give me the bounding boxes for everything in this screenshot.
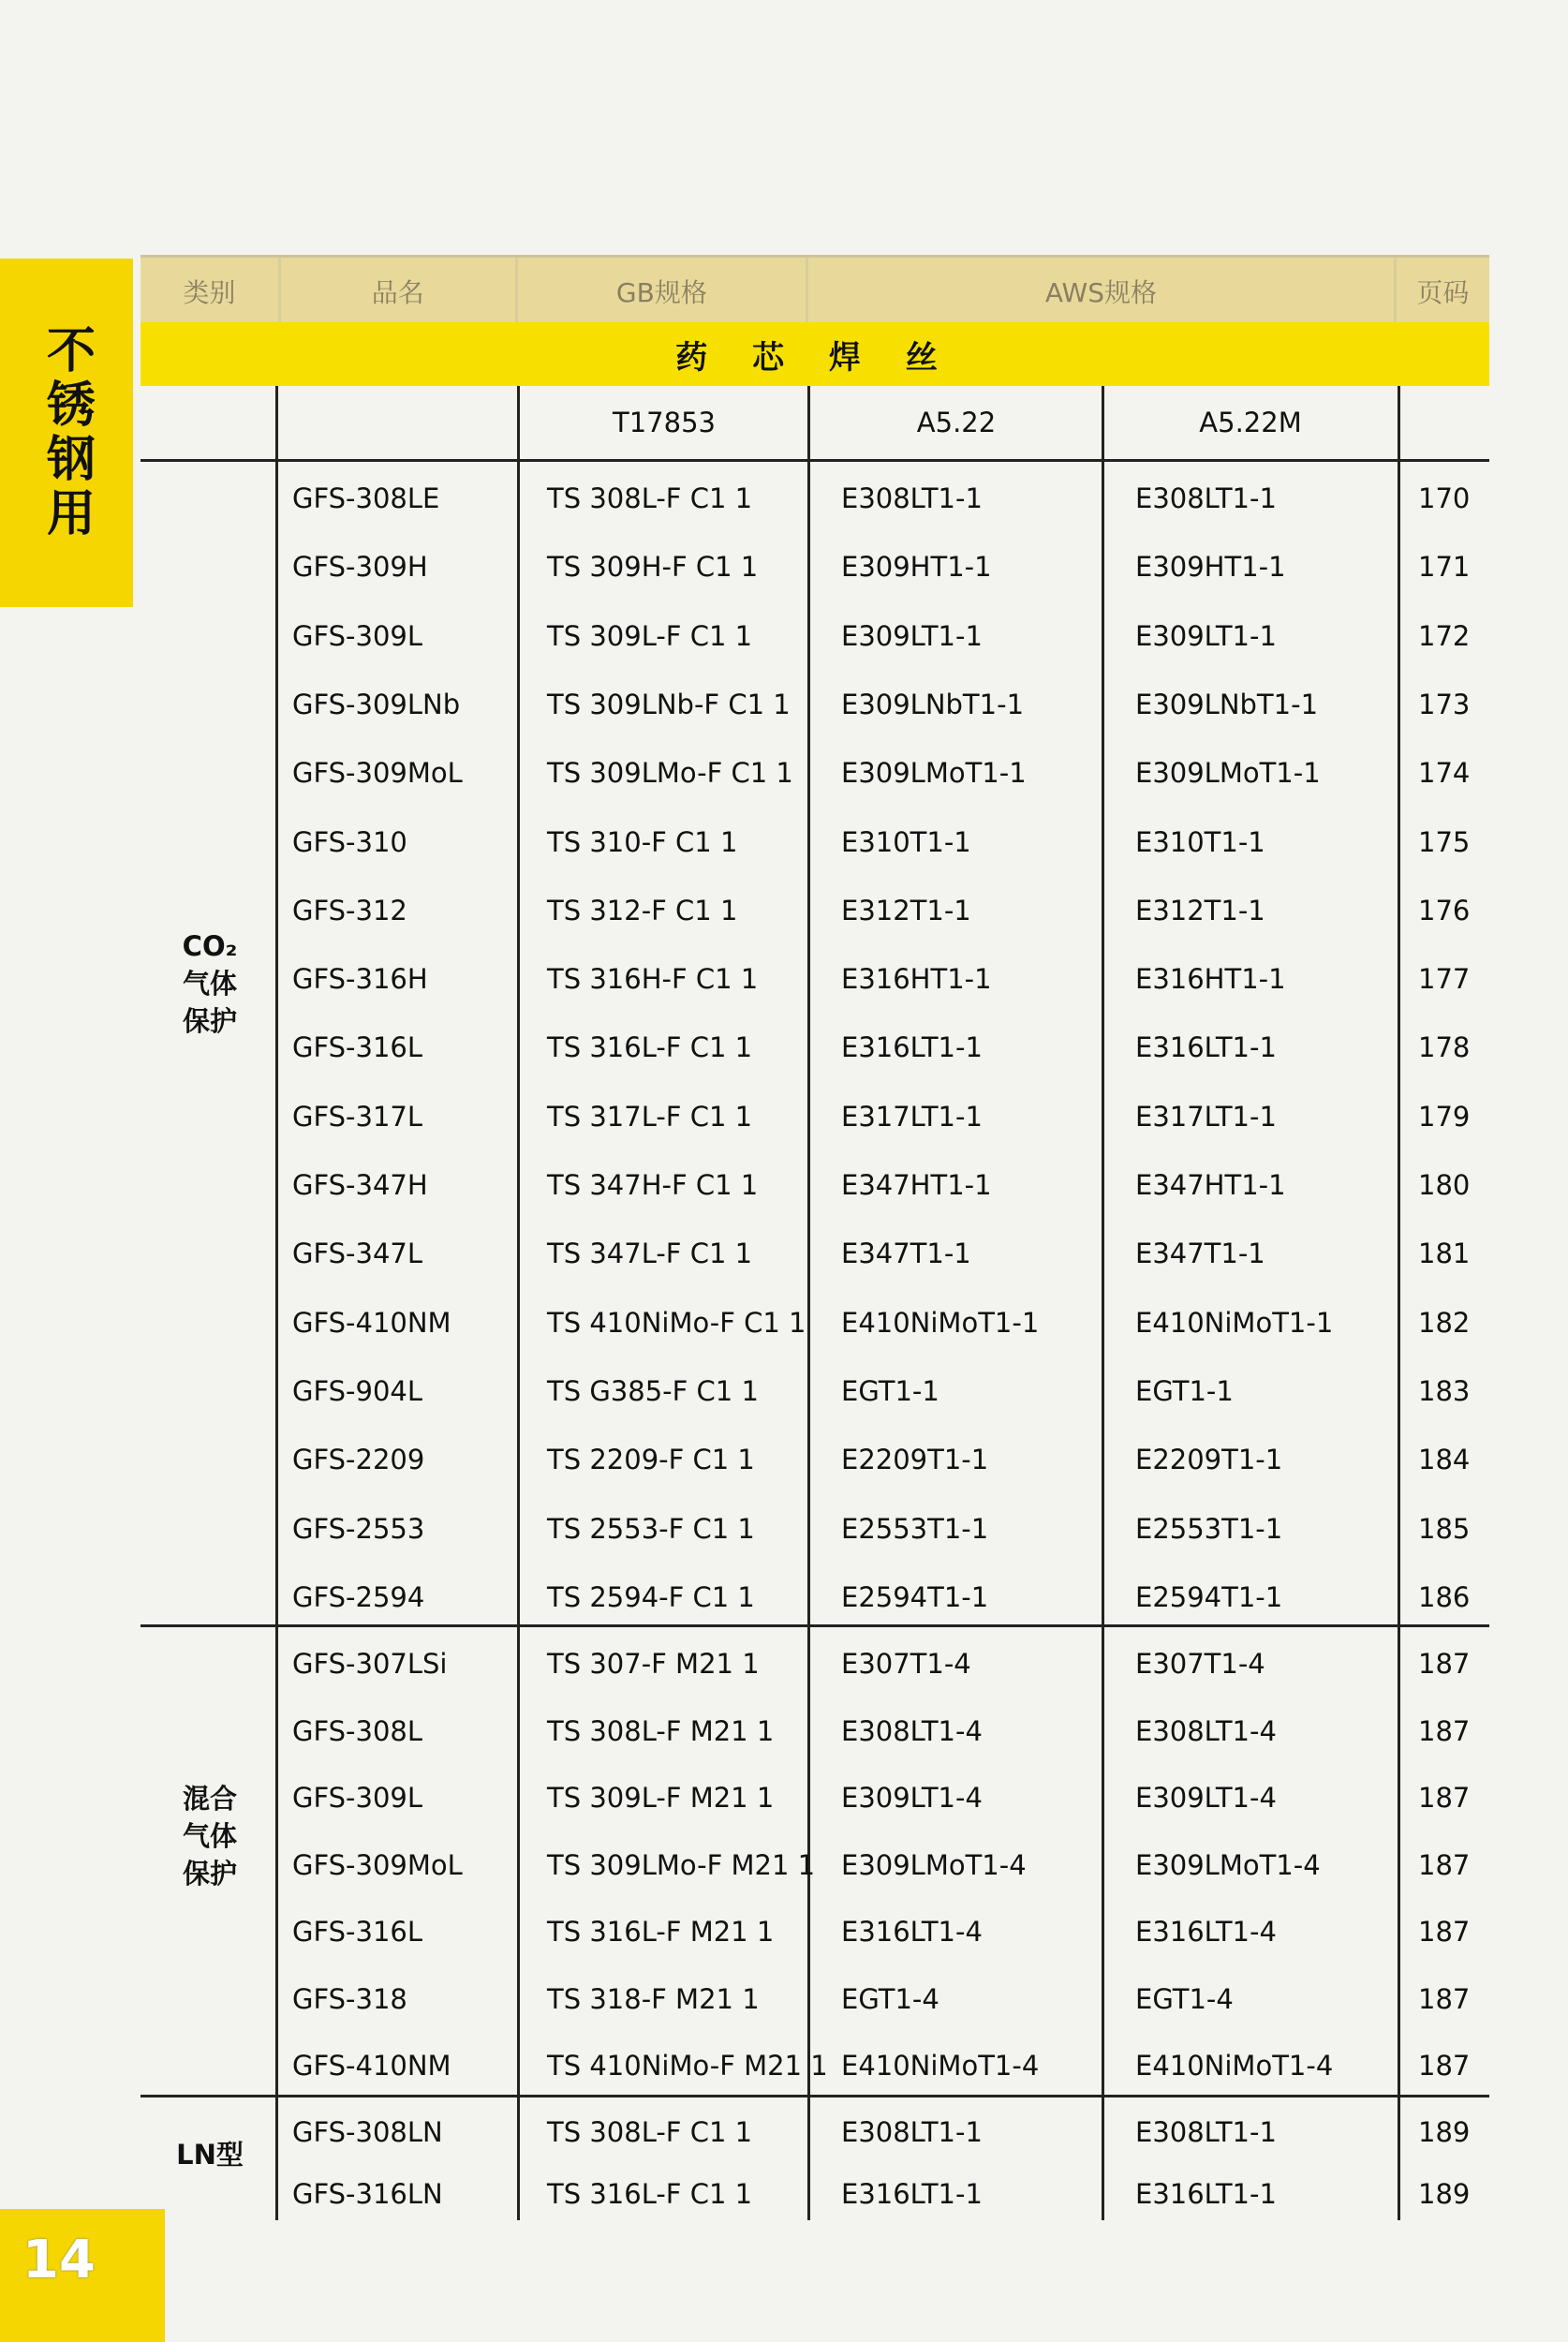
table-row	[0, 739, 1568, 807]
table-row	[0, 671, 1568, 738]
gb-spec: TS 316H-F C1 1	[547, 963, 759, 996]
page-ref: 183	[1418, 1374, 1471, 1407]
aws-a5-22: E347HT1-1	[841, 1169, 992, 1201]
page-ref: 185	[1418, 1512, 1471, 1545]
table-row	[0, 2098, 1568, 2166]
gb-spec: TS 312-F C1 1	[547, 894, 738, 926]
page-ref: 171	[1418, 551, 1471, 584]
group-label-mixed: 混合 气体 保护	[182, 1783, 237, 1890]
aws-a5-22m: E309LNbT1-1	[1135, 688, 1319, 720]
page-ref: 175	[1418, 825, 1471, 858]
product-name: GFS-410NM	[292, 2050, 451, 2082]
aws-a5-22m: E309LT1-4	[1135, 1782, 1277, 1814]
subheader-aws1: A5.22	[916, 407, 997, 438]
table-row	[0, 465, 1568, 532]
page-ref: 176	[1418, 894, 1471, 926]
aws-a5-22m: E316LT1-4	[1135, 1916, 1277, 1948]
product-name: GFS-347L	[292, 1238, 423, 1270]
table-row	[0, 1151, 1568, 1219]
gb-spec: TS 307-F M21 1	[547, 1648, 760, 1680]
group-label-ln: LN型	[176, 2139, 244, 2171]
table-row	[0, 1697, 1568, 1765]
gb-spec: TS 316L-F M21 1	[547, 1916, 775, 1948]
product-name: GFS-312	[292, 894, 407, 926]
page-ref: 187	[1418, 1916, 1471, 1948]
aws-a5-22: E308LT1-1	[841, 2116, 983, 2148]
page-ref: 180	[1418, 1169, 1471, 1201]
aws-a5-22: E2209T1-1	[841, 1444, 989, 1476]
page-ref: 187	[1418, 1782, 1471, 1814]
table-header	[141, 255, 1489, 325]
gb-spec: TS 309H-F C1 1	[547, 551, 759, 584]
page-ref: 181	[1418, 1238, 1471, 1270]
gb-spec: TS 308L-F C1 1	[547, 2116, 753, 2148]
gb-spec: TS 317L-F C1 1	[547, 1100, 753, 1133]
product-name: GFS-308LN	[292, 2116, 443, 2148]
aws-a5-22: E316LT1-1	[841, 1031, 983, 1064]
table-row	[0, 1357, 1568, 1425]
table-row	[0, 877, 1568, 944]
aws-a5-22m: E316LT1-1	[1135, 1031, 1277, 1064]
table-row	[0, 1630, 1568, 1697]
aws-a5-22: E316HT1-1	[841, 963, 992, 996]
product-name: GFS-307LSi	[292, 1648, 448, 1680]
subheader-aws2: A5.22M	[1199, 407, 1302, 438]
table-row	[0, 1831, 1568, 1899]
aws-a5-22m: E410NiMoT1-1	[1135, 1306, 1334, 1339]
aws-a5-22: E347T1-1	[841, 1238, 971, 1270]
section-tab-label: 不锈钢用	[37, 324, 95, 541]
product-name: GFS-316L	[292, 1916, 423, 1948]
page-ref: 187	[1418, 1714, 1471, 1747]
product-name: GFS-2209	[292, 1444, 425, 1476]
gb-spec: TS 2553-F C1 1	[547, 1512, 755, 1545]
gb-spec: TS 2594-F C1 1	[547, 1580, 755, 1613]
gb-spec: TS 309LNb-F C1 1	[547, 688, 791, 720]
row-divider	[141, 459, 1489, 462]
gb-spec: TS 308L-F M21 1	[547, 1714, 775, 1747]
aws-a5-22m: E308LT1-1	[1135, 2116, 1277, 2148]
header-aws: AWS规格	[808, 258, 1397, 325]
aws-a5-22m: E312T1-1	[1135, 894, 1265, 926]
page-ref: 178	[1418, 1031, 1471, 1064]
gb-spec: TS 347H-F C1 1	[547, 1169, 759, 1201]
header-page: 页码	[1416, 277, 1470, 308]
gb-spec: TS 318-F M21 1	[547, 1982, 760, 2015]
product-name: GFS-2553	[292, 1512, 425, 1545]
aws-a5-22m: E2594T1-1	[1135, 1580, 1283, 1613]
product-name: GFS-316L	[292, 1031, 423, 1064]
gb-spec: TS 316L-F C1 1	[547, 1031, 753, 1064]
product-name: GFS-347H	[292, 1169, 428, 1201]
subheader-gb: T17853	[613, 407, 716, 438]
gb-spec: TS 309L-F C1 1	[547, 619, 753, 652]
aws-a5-22m: E2209T1-1	[1135, 1444, 1283, 1476]
table-row	[0, 1495, 1568, 1563]
aws-a5-22: E309LMoT1-4	[841, 1848, 1027, 1881]
product-name: GFS-316LN	[292, 2178, 443, 2210]
aws-a5-22m: E309HT1-1	[1135, 551, 1286, 584]
aws-a5-22: E309LT1-1	[841, 619, 983, 652]
gb-spec: TS 347L-F C1 1	[547, 1238, 753, 1270]
aws-a5-22: E309LT1-4	[841, 1782, 983, 1814]
product-name: GFS-317L	[292, 1100, 423, 1133]
aws-a5-22: E310T1-1	[841, 825, 971, 858]
page-ref: 182	[1418, 1306, 1471, 1339]
table-row	[0, 808, 1568, 876]
aws-a5-22m: E2553T1-1	[1135, 1512, 1283, 1545]
page-ref: 170	[1418, 482, 1471, 514]
aws-a5-22: E2594T1-1	[841, 1580, 989, 1613]
page-ref: 173	[1418, 688, 1471, 720]
gb-spec: TS 316L-F C1 1	[547, 2178, 753, 2210]
gb-spec: TS G385-F C1 1	[547, 1374, 759, 1407]
aws-a5-22m: E317LT1-1	[1135, 1100, 1277, 1133]
product-name: GFS-310	[292, 825, 407, 858]
product-name: GFS-309H	[292, 551, 428, 584]
table-row	[0, 1898, 1568, 1965]
aws-a5-22: E316LT1-1	[841, 2178, 983, 2210]
product-name: GFS-309MoL	[292, 1848, 463, 1881]
aws-a5-22m: E347T1-1	[1135, 1238, 1265, 1270]
aws-a5-22: E307T1-4	[841, 1648, 971, 1680]
product-name: GFS-309MoL	[292, 757, 463, 790]
table-row	[0, 1426, 1568, 1493]
aws-a5-22m: E307T1-4	[1135, 1648, 1265, 1680]
page-ref: 177	[1418, 963, 1471, 996]
table-row	[0, 2160, 1568, 2228]
aws-a5-22: E309HT1-1	[841, 551, 992, 584]
aws-a5-22: E312T1-1	[841, 894, 971, 926]
page-ref: 187	[1418, 1982, 1471, 2015]
group-label-co2: CO₂ 气体 保护	[182, 930, 238, 1037]
product-name: GFS-410NM	[292, 1306, 451, 1339]
table-row	[0, 2032, 1568, 2099]
table-row	[0, 1764, 1568, 1831]
aws-a5-22: E410NiMoT1-1	[841, 1306, 1040, 1339]
product-name: GFS-2594	[292, 1580, 425, 1613]
aws-a5-22m: EGT1-1	[1135, 1374, 1234, 1407]
aws-a5-22m: E310T1-1	[1135, 825, 1265, 858]
product-name: GFS-309LNb	[292, 688, 461, 720]
page-ref: 189	[1418, 2116, 1471, 2148]
aws-a5-22: E308LT1-1	[841, 482, 983, 514]
header-category: 类别	[141, 258, 281, 325]
aws-a5-22m: E308LT1-4	[1135, 1714, 1277, 1747]
aws-a5-22: E317LT1-1	[841, 1100, 983, 1133]
aws-a5-22m: E347HT1-1	[1135, 1169, 1286, 1201]
aws-a5-22: E2553T1-1	[841, 1512, 989, 1545]
aws-a5-22m: E316HT1-1	[1135, 963, 1286, 996]
aws-a5-22: E309LNbT1-1	[841, 688, 1025, 720]
aws-a5-22m: E308LT1-1	[1135, 482, 1277, 514]
page-ref: 179	[1418, 1100, 1471, 1133]
page-ref: 187	[1418, 1648, 1471, 1680]
page-number: 14	[22, 2230, 96, 2290]
product-name: GFS-308LE	[292, 482, 440, 514]
table-row	[0, 1083, 1568, 1150]
aws-a5-22: E309LMoT1-1	[841, 757, 1027, 790]
aws-a5-22m: E316LT1-1	[1135, 2178, 1277, 2210]
product-name: GFS-316H	[292, 963, 428, 996]
table-row	[0, 945, 1568, 1013]
product-name: GFS-904L	[292, 1374, 423, 1407]
product-name: GFS-318	[292, 1982, 407, 2015]
aws-a5-22: EGT1-1	[841, 1374, 939, 1407]
header-name: 品名	[281, 258, 518, 325]
page-ref: 174	[1418, 757, 1471, 790]
section-banner: 药 芯 焊 丝	[141, 322, 1489, 386]
page-ref: 187	[1418, 1848, 1471, 1881]
gb-spec: TS 410NiMo-F M21 1	[547, 2050, 828, 2082]
product-name: GFS-309L	[292, 619, 423, 652]
page-ref: 186	[1418, 1580, 1471, 1613]
table-row	[0, 1965, 1568, 2033]
aws-a5-22m: E309LMoT1-4	[1135, 1848, 1321, 1881]
aws-a5-22: E410NiMoT1-4	[841, 2050, 1040, 2082]
gb-spec: TS 410NiMo-F C1 1	[547, 1306, 806, 1339]
table-row	[0, 1014, 1568, 1081]
aws-a5-22m: EGT1-4	[1135, 1982, 1234, 2015]
aws-a5-22m: E410NiMoT1-4	[1135, 2050, 1334, 2082]
header-gb: GB规格	[518, 258, 808, 325]
gb-spec: TS 309LMo-F C1 1	[547, 757, 793, 790]
gb-spec: TS 309LMo-F M21 1	[547, 1848, 816, 1881]
aws-a5-22: EGT1-4	[841, 1982, 939, 2015]
gb-spec: TS 310-F C1 1	[547, 825, 738, 858]
table-row	[0, 533, 1568, 600]
gb-spec: TS 309L-F M21 1	[547, 1782, 775, 1814]
table-row	[0, 1289, 1568, 1356]
aws-a5-22: E308LT1-4	[841, 1714, 983, 1747]
page-ref: 187	[1418, 2050, 1471, 2082]
aws-a5-22m: E309LMoT1-1	[1135, 757, 1321, 790]
product-name: GFS-308L	[292, 1714, 423, 1747]
gb-spec: TS 2209-F C1 1	[547, 1444, 755, 1476]
aws-a5-22m: E309LT1-1	[1135, 619, 1277, 652]
page-ref: 184	[1418, 1444, 1471, 1476]
table-row	[0, 602, 1568, 670]
aws-a5-22: E316LT1-4	[841, 1916, 983, 1948]
table-row	[0, 1564, 1568, 1631]
table-row	[0, 1220, 1568, 1287]
page-ref: 172	[1418, 619, 1471, 652]
gb-spec: TS 308L-F C1 1	[547, 482, 753, 514]
page-ref: 189	[1418, 2178, 1471, 2210]
product-name: GFS-309L	[292, 1782, 423, 1814]
